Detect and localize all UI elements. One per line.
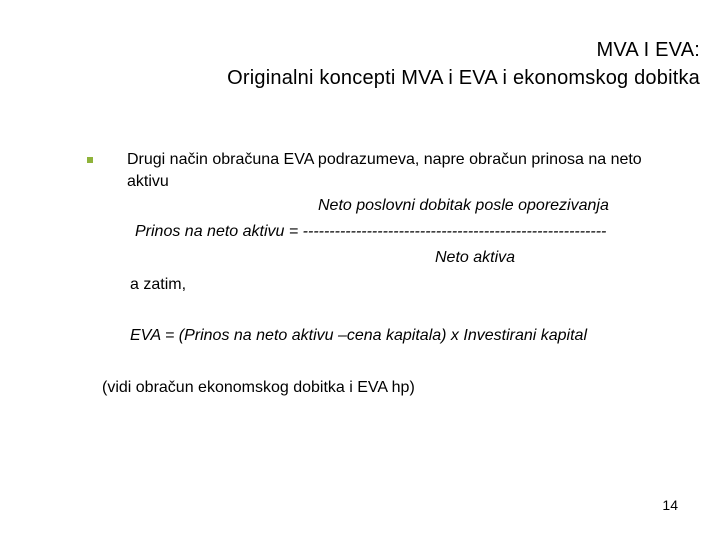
square-bullet-icon [87, 157, 93, 163]
formula-fraction-row [135, 221, 606, 243]
bullet-text: Drugi način obračuna EVA podrazumeva, napre obračun prinosa na neto aktivu [127, 151, 642, 190]
then-text: a zatim, [130, 276, 187, 293]
formula-fraction-line: --------------------------------------------------------- [302, 223, 607, 240]
page-number: 14 [662, 497, 678, 513]
reference-note: (vidi obračun ekonomskog dobitka i EVA hp) [102, 379, 415, 396]
eva-formula: EVA = (Prinos na neto aktivu –cena kapitala) x Investirani kapital [130, 327, 587, 344]
formula-numerator: Neto poslovni dobitak posle oporezivanja [318, 197, 609, 214]
slide-title-line-2: Originalni koncepti MVA i EVA i ekonomskog dobitka [227, 67, 700, 89]
formula-denominator: Neto aktiva [435, 249, 516, 266]
slide-title [60, 36, 700, 92]
formula-left-side: Prinos na neto aktivu = [135, 223, 303, 240]
slide-title-line-1: MVA I EVA: [596, 39, 700, 61]
